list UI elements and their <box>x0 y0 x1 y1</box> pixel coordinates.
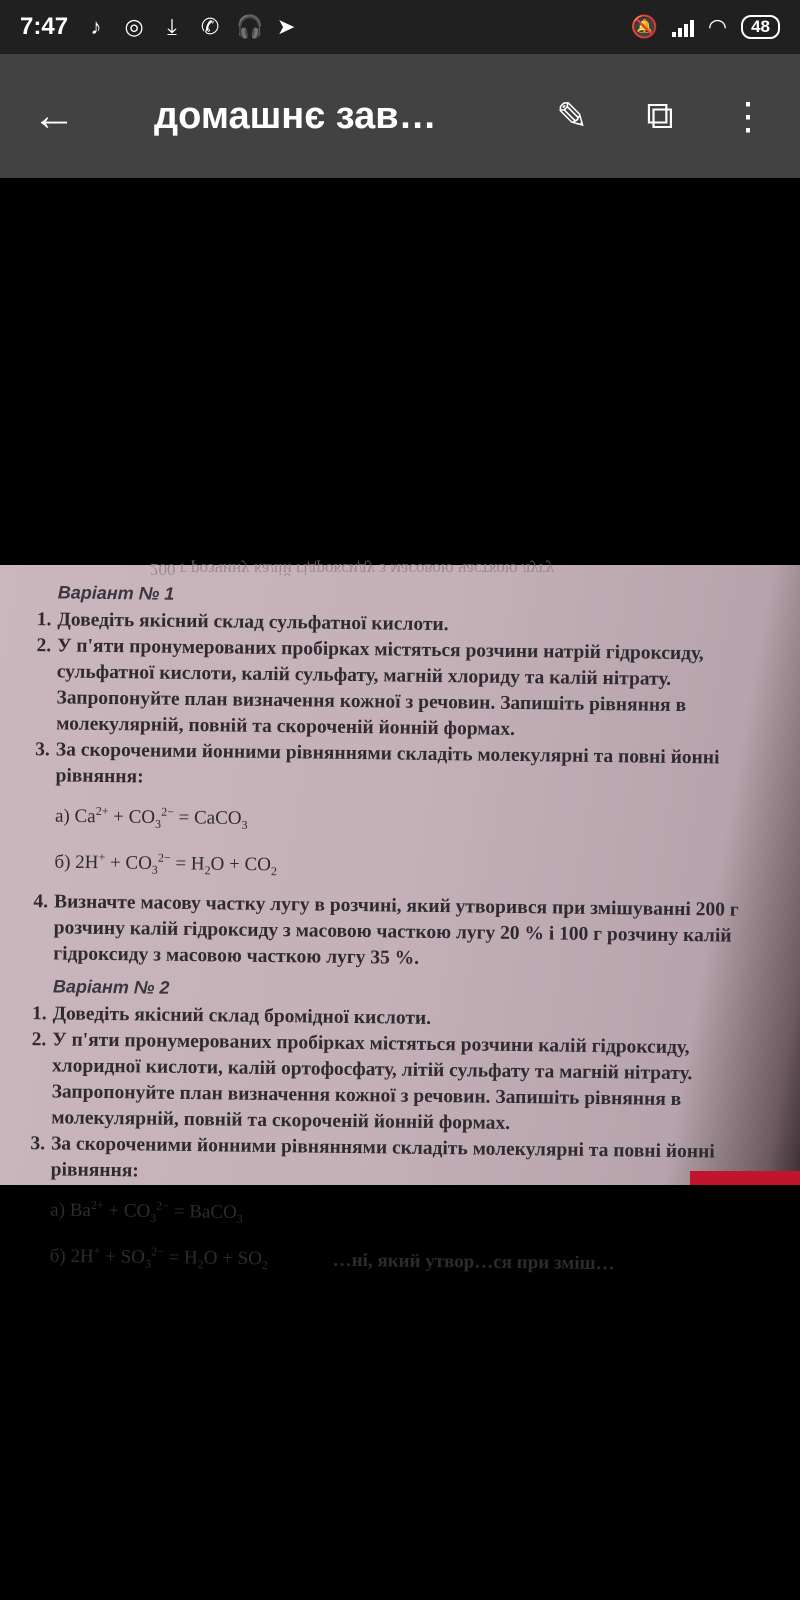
variant1-heading: Варіант № 1 <box>57 582 175 604</box>
homework-photo[interactable] <box>0 560 800 1274</box>
page-title: домашнє зав… <box>154 94 437 137</box>
red-cover-edge <box>690 1171 800 1185</box>
bleed-through-text: 200 г розчину калій гідроксиду з масовою часткою лугу <box>150 560 555 579</box>
battery-icon: 48 <box>741 15 780 39</box>
task-item: 3. За скороченими йонними рівняннями складіть молекулярні та повні йонні рівняння: <box>35 739 720 788</box>
cut-off-text: …ні, який утвор…ся при зміш… <box>332 1249 615 1274</box>
equation-b: б) $2H^+ + SO_3^{2-} = H_2O + SO_2$ …ні, який утвор…ся при зміш… <box>49 1244 615 1274</box>
app-bar <box>0 54 800 178</box>
variant2-heading: Варіант № 2 <box>52 976 170 999</box>
task-item: 4. Визначте масову частку лугу в розчині, який утворився при змішуванні 200 г розчину калій гідроксиду з масовою часткою лугу 20 % і 100 г розчину калій гідроксиду з масовою часткою лугу 35 %. <box>33 891 739 970</box>
system-icons <box>630 14 780 40</box>
instagram-icon: ◎ <box>124 14 144 39</box>
mute-bell-icon: 🔕 <box>630 14 658 39</box>
wifi-icon: ◠ <box>707 14 728 39</box>
task-item: 2. У п'яти пронумерованих пробірках містяться розчини натрій гідроксиду, сульфатної кислоти, калій сульфату, магній хлориду та калій нітрату. Запропонуйте план визначення кожної з речовин. Запишіть рівняння в молекулярній, повній та скороченій йонній формах. <box>36 635 704 740</box>
status-bar <box>0 0 800 54</box>
tiktok-icon: ♪ <box>90 14 102 39</box>
back-arrow-icon[interactable]: ← <box>32 91 76 140</box>
telegram-icon: ➤ <box>276 14 296 39</box>
download-icon: ⤓ <box>167 14 177 39</box>
open-external-icon[interactable]: ⧉ <box>646 94 674 137</box>
equation-a: а) $Ca^{2+} + CO_3^{2-}$ = CaCO$_3$ <box>54 803 248 832</box>
edit-pencil-icon[interactable]: ✎ <box>556 95 588 138</box>
signal-icon <box>672 17 694 37</box>
task-item: 2. У п'яти пронумерованих пробірках містяться розчини калій гідроксиду, хлоридної кислоти, калій ортофосфату, літій сульфату та магній нітрату. Запропонуйте план визначення кожної з речовин. Запишіть рівняння в молекулярній, повній та скороченій йонній формах. <box>31 1029 693 1135</box>
task-item: 1. Доведіть якісний склад бромідної кислоти. <box>31 1003 432 1030</box>
equation-b: б) $2H^+ + CO_3^{2-} = H_2O + CO_2$ <box>54 850 277 879</box>
textbook-page <box>19 575 778 1293</box>
task-item: 3. За скороченими йонними рівняннями складіть молекулярні та повні йонні рівняння: <box>30 1133 715 1182</box>
equation-a: а) $Ba^{2+} + CO_3^{2-}$ = BaCO$_3$ <box>50 1198 243 1227</box>
notification-icons <box>84 16 298 38</box>
clock: 7:47 <box>20 13 69 40</box>
more-vert-icon[interactable]: ⋮ <box>729 95 767 138</box>
task-item: 1. Доведіть якісний склад сульфатної кислоти. <box>36 609 449 636</box>
headphones-icon: 🎧 <box>236 14 264 39</box>
viber-icon: ✆ <box>200 14 220 39</box>
app-bar-actions <box>548 94 772 139</box>
